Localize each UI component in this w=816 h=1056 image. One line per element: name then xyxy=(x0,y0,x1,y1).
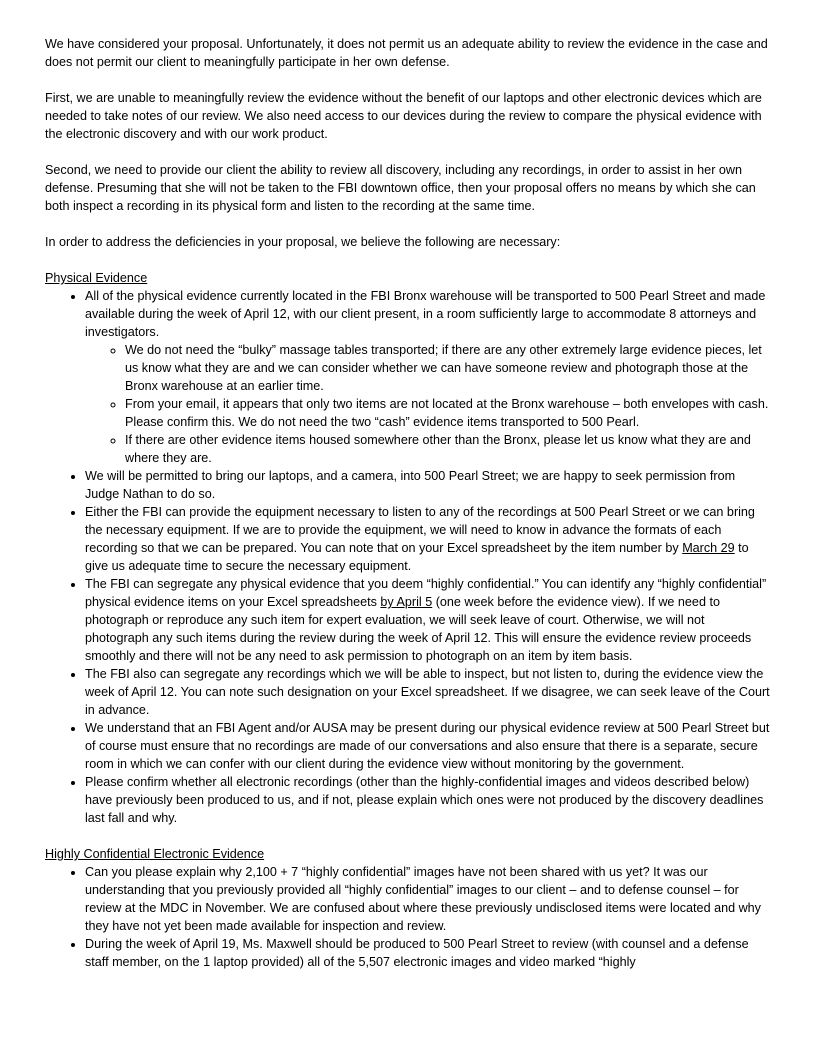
list-item: • Please confirm whether all electronic recordings (other than the highly-confidential images and videos described below) have previously been produced to us, and if not, please explain which ones were not produced by the discovery deadlines last fall and why. xyxy=(85,773,771,827)
section-spacer xyxy=(45,827,771,845)
list-item xyxy=(85,503,771,575)
list-item-text: All of the physical evidence currently located in the FBI Bronx warehouse will be transported to 500 Pearl Street and made available during the week of April 12, with our client present, in a room sufficiently large to accommodate 8 attorneys and investigators. xyxy=(85,289,766,339)
list-item xyxy=(85,287,771,467)
list-item: • We understand that an FBI Agent and/or AUSA may be present during our physical evidence review at 500 Pearl Street but of course must ensure that no recordings are made of our conversations and also ensure that there is a separate, secure room in which we can confer with our client during the evidence view without monitoring by the government. xyxy=(85,719,771,773)
list-item xyxy=(85,575,771,665)
sub-list-item: ◦ If there are other evidence items housed somewhere other than the Bronx, please let us know what they are and where they are. xyxy=(125,431,771,467)
heading-physical-evidence: Physical Evidence xyxy=(45,271,148,285)
list-item-text: Either the FBI can provide the equipment necessary to listen to any of the recordings at 500 Pearl Street or we can bring the necessary equipment. If we are to provide the equipment, we will need to know in advance the formats of each recording so that we can be prepared. You can note that on your Excel spreadsheet by the item number by xyxy=(85,505,755,555)
paragraph-first: First, we are unable to meaningfully review the evidence without the benefit of our laptops and other electronic devices which are needed to take notes of our review. We also need access to our devices during the review to compare the physical evidence with the electronic discovery and with our work product. xyxy=(45,91,762,141)
physical-evidence-list xyxy=(85,287,771,827)
list-item-text: to give us adequate time to secure the necessary equipment. xyxy=(85,541,749,573)
list-item: • During the week of April 19, Ms. Maxwell should be produced to 500 Pearl Street to review (with counsel and a defense staff member, on the 1 laptop provided) all of the 5,507 electronic images and video marked “highly xyxy=(85,935,771,971)
sub-list-item: ◦ From your email, it appears that only two items are not located at the Bronx warehouse – both envelopes with cash. Please confirm this. We do not need the two “cash” evidence items transported to 500 Pearl. xyxy=(125,395,771,431)
electronic-evidence-list xyxy=(85,863,771,971)
paragraph-intro: We have considered your proposal. Unfortunately, it does not permit us an adequate ability to review the evidence in the case and does not permit our client to meaningfully participate in her own defense. xyxy=(45,37,768,69)
paragraph-second: Second, we need to provide our client the ability to review all discovery, including any recordings, in order to assist in her own defense. Presuming that she will not be taken to the FBI downtown office, then your proposal offers no means by which she can both inspect a recording in its physical form and listen to the recording at the same time. xyxy=(45,163,756,213)
paragraph-deficiencies: In order to address the deficiencies in your proposal, we believe the following are necessary: xyxy=(45,235,561,249)
sub-list-item: ◦ We do not need the “bulky” massage tables transported; if there are any other extremely large evidence pieces, let us know what they are and we can consider whether we can have someone review and photograph those at the Bronx warehouse at an earlier time. xyxy=(125,341,771,395)
list-item: • We will be permitted to bring our laptops, and a camera, into 500 Pearl Street; we are happy to seek permission from Judge Nathan to do so. xyxy=(85,467,771,503)
list-item: • The FBI also can segregate any recordings which we will be able to inspect, but not listen to, during the evidence view the week of April 12. You can note such designation on your Excel spreadsheet. If we disagree, we can seek leave of the Court in advance. xyxy=(85,665,771,719)
deadline-march-29: March 29 xyxy=(682,541,735,555)
physical-evidence-sublist xyxy=(125,341,771,467)
list-item-text: The FBI can segregate any physical evidence that you deem “highly confidential.” You can identify any “highly confidential” physical evidence items on your Excel spreadsheets xyxy=(85,577,767,609)
heading-electronic-evidence: Highly Confidential Electronic Evidence xyxy=(45,847,265,861)
list-item-text: (one week before the evidence view). If we need to photograph or reproduce any such item for expert evaluation, we will seek leave of court. Otherwise, we will not photograph any such items during the review during the week of April 12. This will ensure the evidence review proceeds smoothly and there will not be any need to ask permission to photograph on an item by item basis. xyxy=(85,595,752,663)
deadline-april-5: by April 5 xyxy=(380,595,433,609)
list-item: • Can you please explain why 2,100 + 7 “highly confidential” images have not been shared with us yet? It was our understanding that you previously provided all “highly confidential” images to our client – and to defense counsel – for review at the MDC in November. We are confused about where these previously undisclosed items were located and why they have not yet been made available for inspection and review. xyxy=(85,863,771,935)
